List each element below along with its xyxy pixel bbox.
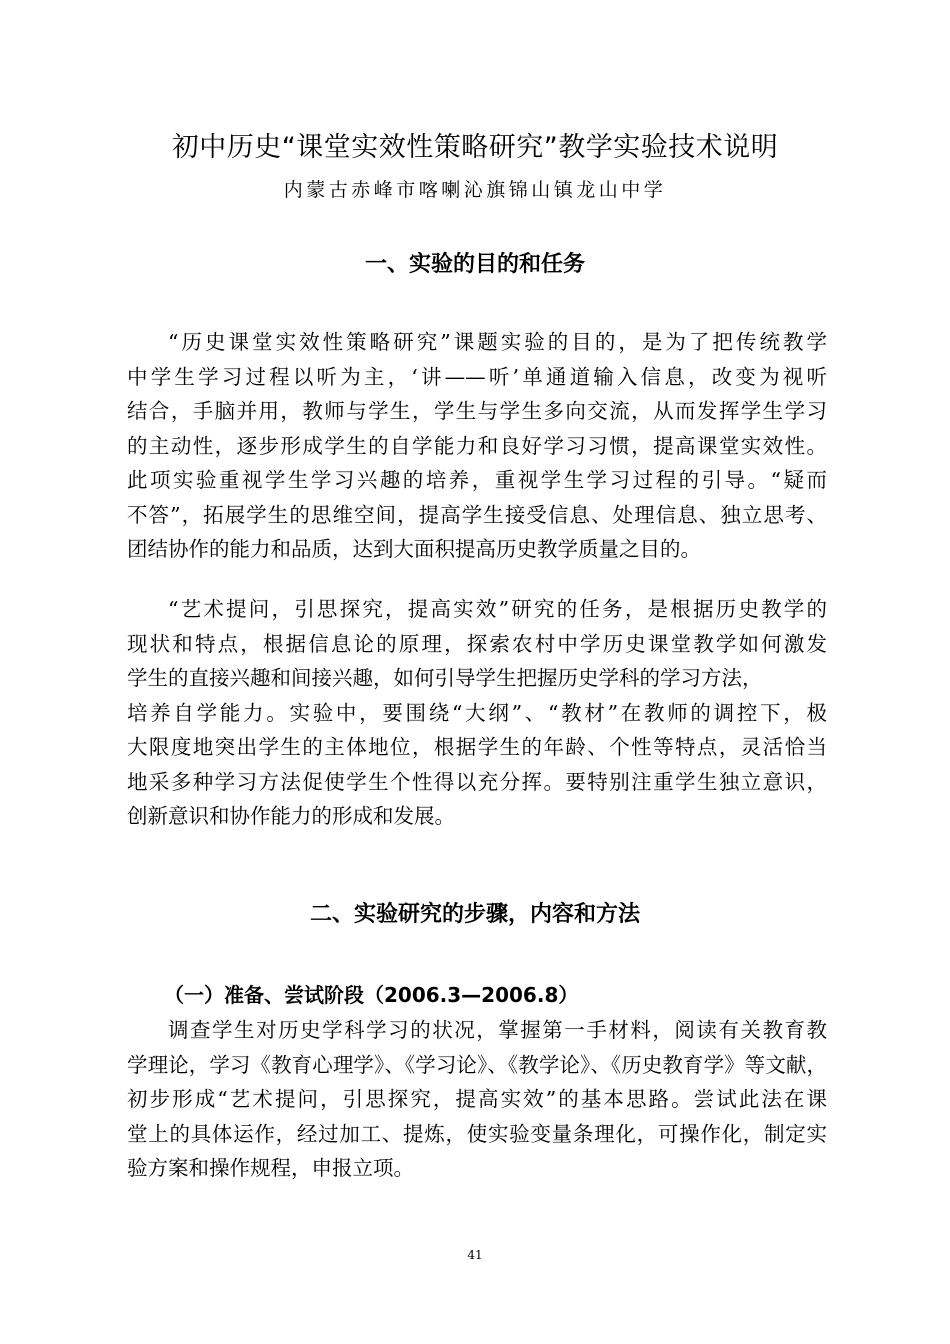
text-line: 初步形成“艺术提问，引思探究，提高实效”的基本思路。尝试此法在课 [127, 1087, 827, 1111]
paragraph-purpose [127, 325, 827, 567]
text-line: 创新意识和协作能力的形成和发展。 [127, 804, 455, 828]
section-heading-1: 一、实验的目的和任务 [364, 252, 585, 277]
document-title: 初中历史“课堂实效性策略研究”教学实验技术说明 [171, 132, 779, 163]
text-line: 结合，手脑并用，教师与学生，学生与学生多向交流，从而发挥学生学习 [127, 399, 827, 423]
text-line: 现状和特点，根据信息论的原理，探索农村中学历史课堂教学如何激发 [127, 631, 827, 656]
text-line: 不答”，拓展学生的思维空间，提高学生接受信息、处理信息、独立思考、 [127, 502, 827, 527]
text-line: 的主动性，逐步形成学生的自学能力和良好学习习惯，提高课堂实效性。 [127, 433, 827, 458]
paragraph-task [127, 592, 827, 834]
text-line: 地采多种学习方法促使学生个性得以充分挥。要特别注重学生独立意识， [127, 769, 827, 794]
sub-heading-stage-1: （一）准备、尝试阶段（2006.3—2006.8） [164, 983, 579, 1007]
text-line: 验方案和操作规程，申报立项。 [127, 1156, 414, 1180]
text-line: 中学生学习过程以听为主，‘讲——听’单通道输入信息，改变为视听 [127, 364, 827, 389]
text-line: 调查学生对历史学科学习的状况，掌握第一手材料，阅读有关教育教 [168, 1018, 827, 1042]
text-line: 大限度地突出学生的主体地位，根据学生的年龄、个性等特点，灵活恰当 [127, 735, 827, 759]
section-heading-2: 二、实验研究的步骤，内容和方法 [309, 902, 640, 927]
page-number: 41 [467, 1248, 483, 1262]
text-line: 堂上的具体运作，经过加工、提炼，使实验变量条理化，可操作化，制定实 [127, 1121, 827, 1146]
text-line: 学理论，学习《教育心理学》、《学习论》、《教学论》、《历史教育学》等文献， [127, 1052, 827, 1077]
text-line: “历史课堂实效性策略研究”课题实验的目的，是为了把传统教学 [168, 330, 827, 354]
paragraph-stage-1 [127, 1013, 827, 1186]
text-line: 团结协作的能力和品质，达到大面积提高历史教学质量之目的。 [127, 537, 701, 561]
text-line: 此项实验重视学生学习兴趣的培养，重视学生学习过程的引导。“疑而 [127, 468, 827, 492]
document-subtitle: 内蒙古赤峰市喀喇沁旗锦山镇龙山中学 [283, 179, 667, 201]
text-line: 培养自学能力。实验中，要围绕“大纲”、“教材”在教师的调控下，极 [127, 700, 827, 725]
text-line: “艺术提问，引思探究，提高实效”研究的任务，是根据历史教学的 [168, 597, 827, 621]
text-line: 学生的直接兴趣和间接兴趣，如何引导学生把握历史学科的学习方法， [127, 666, 763, 690]
